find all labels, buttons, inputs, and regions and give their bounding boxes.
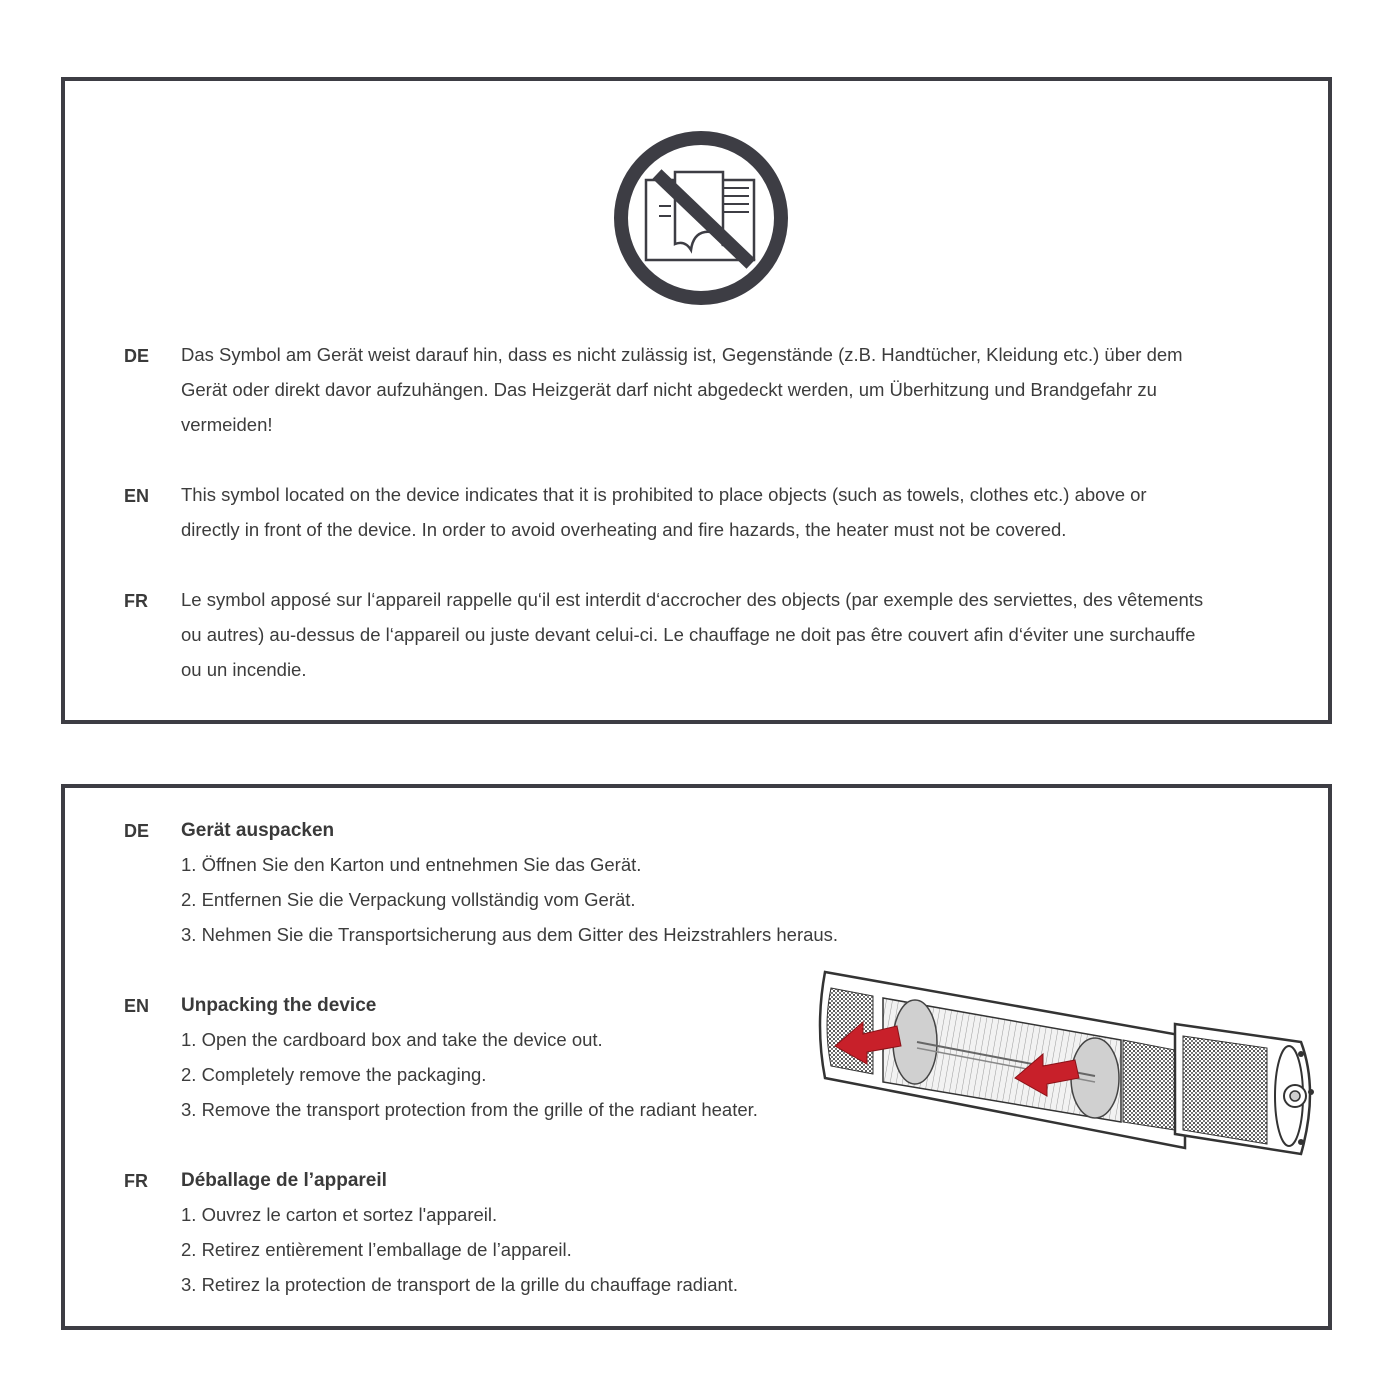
list-item: 3. Nehmen Sie die Transportsicherung aus dem Gitter des Heizstrahlers heraus. xyxy=(181,924,839,945)
steps-list xyxy=(181,1022,758,1127)
steps-list xyxy=(181,1197,738,1302)
section-heading: Déballage de l’appareil xyxy=(181,1170,387,1191)
text-line: Le symbol apposé sur l‘appareil rappelle qu‘il est interdit d‘accrocher des objects (par exemple des serviettes, des vêtements xyxy=(181,589,1204,610)
unpacking-panel xyxy=(61,784,1332,1330)
section-heading: Gerät auspacken xyxy=(181,820,335,841)
list-item: 1. Öffnen Sie den Karton und entnehmen Sie das Gerät. xyxy=(181,854,642,875)
text-line: directly in front of the device. In order to avoid overheating and fire hazards, the heater must not be covered. xyxy=(181,519,1067,540)
text-line: Das Symbol am Gerät weist darauf hin, dass es nicht zulässig ist, Gegenstände (z.B. Handtücher, Kleidung etc.) über dem xyxy=(181,344,1183,365)
text-line: This symbol located on the device indicates that it is prohibited to place objects (such as towels, clothes etc.) above or xyxy=(181,484,1147,505)
text-line: ou autres) au-dessus de l‘appareil ou juste devant celui-ci. Le chauffage ne doit pas être couvert afin d‘éviter une surchauffe xyxy=(181,624,1196,645)
language-code: FR xyxy=(124,1171,148,1191)
language-code: DE xyxy=(124,346,150,366)
no-covering-prohibition-icon xyxy=(611,128,791,308)
text-line: ou un incendie. xyxy=(181,659,307,680)
list-item: 2. Entfernen Sie die Verpackung vollständig vom Gerät. xyxy=(181,889,636,910)
warning-panel xyxy=(61,77,1332,724)
steps-list xyxy=(181,847,838,952)
language-code: FR xyxy=(124,591,148,611)
list-item: 2. Retirez entièrement l’emballage de l’appareil. xyxy=(181,1239,572,1260)
list-item: 3. Remove the transport protection from the grille of the radiant heater. xyxy=(181,1099,758,1120)
language-code: DE xyxy=(124,821,150,841)
warning-text xyxy=(181,477,1281,547)
list-item: 2. Completely remove the packaging. xyxy=(181,1064,487,1085)
warning-text xyxy=(181,337,1281,442)
language-code: EN xyxy=(124,996,150,1016)
list-item: 1. Open the cardboard box and take the device out. xyxy=(181,1029,603,1050)
text-line: Gerät oder direkt davor aufzuhängen. Das Heizgerät darf nicht abgedeckt werden, um Überhitzung und Brandgefahr zu xyxy=(181,379,1157,400)
section-heading: Unpacking the device xyxy=(181,995,377,1016)
text-line: vermeiden! xyxy=(181,414,273,435)
list-item: 3. Retirez la protection de transport de la grille du chauffage radiant. xyxy=(181,1274,739,1295)
warning-text xyxy=(181,582,1281,687)
language-code: EN xyxy=(124,486,150,506)
list-item: 1. Ouvrez le carton et sortez l'appareil. xyxy=(181,1204,498,1225)
patio-heater-illustration xyxy=(813,966,1321,1170)
